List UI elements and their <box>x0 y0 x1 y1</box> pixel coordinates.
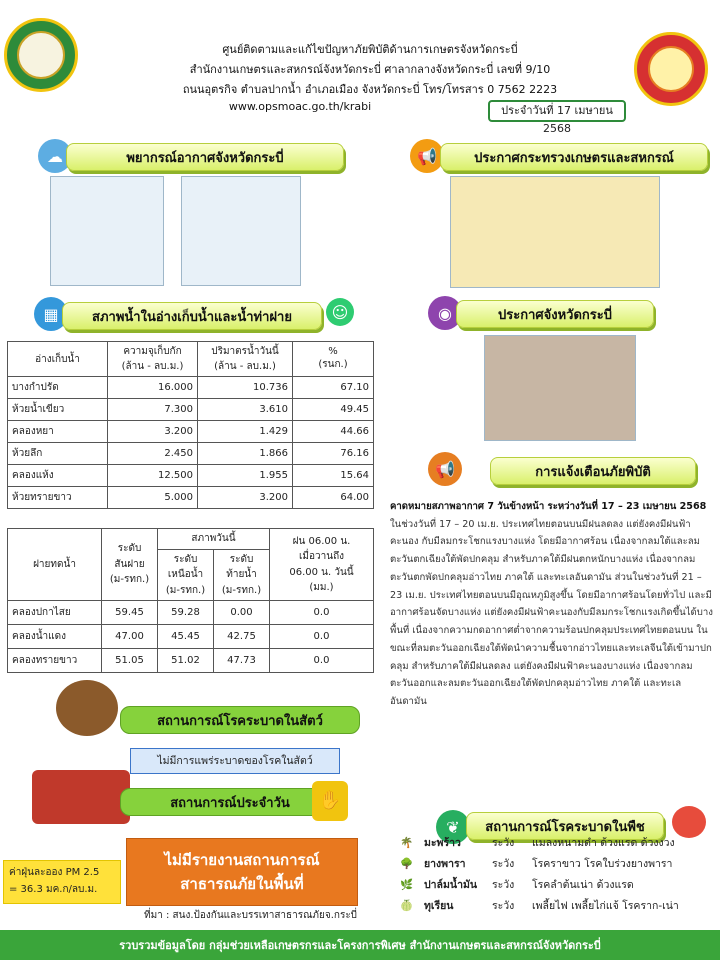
oil-palm-icon: 🌿 <box>400 879 414 891</box>
megaphone-icon: 📢 <box>410 139 444 173</box>
reservoir-capacity: 12.500 <box>108 465 198 487</box>
weir-downstream: 42.75 <box>214 625 270 649</box>
reservoir-percent: 15.64 <box>293 465 374 487</box>
ministry-banner: ประกาศกระทรวงเกษตรและสหกรณ์ <box>440 143 708 171</box>
daily-source: ที่มา : สนง.ป้องกันและบรรเทาสาธารณภัยจ.กระบี่ <box>144 910 358 921</box>
dam-icon: ▦ <box>34 297 68 331</box>
plant-level: ระวัง <box>492 837 515 849</box>
weir-rain: 0.0 <box>270 649 374 673</box>
header-line-1: ศูนย์ติดตามและแก้ไขปัญหาภัยพิบัติด้านการเกษตรจังหวัดกระบี่ <box>222 43 518 56</box>
animal-banner: สถานการณ์โรคระบาดในสัตว์ <box>120 706 360 734</box>
animal-status: ไม่มีการแพร่ระบาดของโรคในสัตว์ <box>130 748 340 774</box>
weather-banner: พยากรณ์อากาศจังหวัดกระบี่ <box>66 143 344 171</box>
weir-name: คลองน้ำแดง <box>8 625 102 649</box>
warning-text-block <box>390 498 715 711</box>
reservoir-percent: 76.16 <box>293 443 374 465</box>
ministry-announcement-image <box>450 176 660 288</box>
plant-name: ยางพารา <box>424 858 466 870</box>
reservoir-volume: 3.200 <box>198 487 293 509</box>
weir-header-rain: ฝน 06.00 น. เมื่อวานถึง 06.00 น. วันนี้ (มม.) <box>270 529 374 601</box>
globe-icon: ◉ <box>428 296 462 330</box>
table-row <box>8 377 374 399</box>
reservoir-capacity: 2.450 <box>108 443 198 465</box>
buffalo-mascot-icon <box>56 680 118 736</box>
table-row <box>8 399 374 421</box>
list-item <box>400 832 720 853</box>
reservoir-capacity: 7.300 <box>108 399 198 421</box>
durian-icon: 🍈 <box>400 900 414 912</box>
firetruck-mascot-icon <box>32 770 130 824</box>
table-row <box>8 421 374 443</box>
reservoir-percent: 64.00 <box>293 487 374 509</box>
plant-list <box>400 832 720 916</box>
plant-name: ปาล์มน้ำมัน <box>424 879 478 891</box>
reservoir-header-volume: ปริมาตรน้ำวันนี้ (ล้าน - ลบ.ม.) <box>198 342 293 377</box>
reservoir-name: บางกำปรัด <box>8 377 108 399</box>
list-item <box>400 895 720 916</box>
plant-level: ระวัง <box>492 879 515 891</box>
report-date: ประจำวันที่ 17 เมษายน 2568 <box>488 100 626 122</box>
megaphone-icon: 📢 <box>428 452 462 486</box>
reservoir-header-capacity: ความจุเก็บกัก (ล้าน - ลบ.ม.) <box>108 342 198 377</box>
table-row <box>8 649 374 673</box>
warning-title: คาดหมายสภาพอากาศ 7 วันข้างหน้า ระหว่างวันที่ 17 – 23 เมษายน 2568 <box>390 501 707 512</box>
reservoir-capacity: 16.000 <box>108 377 198 399</box>
reservoir-name: ห้วยทรายขาว <box>8 487 108 509</box>
weir-crest: 51.05 <box>102 649 158 673</box>
weir-upstream: 51.02 <box>158 649 214 673</box>
reservoir-volume: 1.429 <box>198 421 293 443</box>
pm25-value: = 36.3 มค.ก/ลบ.ม. <box>9 884 98 895</box>
weir-name: คลองทรายขาว <box>8 649 102 673</box>
reservoir-percent: 49.45 <box>293 399 374 421</box>
plant-name: ทุเรียน <box>424 900 454 912</box>
warning-body: ในช่วงวันที่ 17 – 20 เม.ย. ประเทศไทยตอนบนมีฝนลดลง แต่ยังคงมีฝนฟ้าคะนอง กับมีลมกระโชกแรงบางแห่ง โดยมีอากาศร้อน เนื่องจากลมใต้และลมตะวันตกเฉียงใต้พัดปกคลุม สำหรับภาคใต้มีฝนตกหนักบางแห่ง เนื่องจากลมตะวันตกพัดปกคลุมอ่าวไทย ภาคใต้ และทะเลอันดามัน ส่วนในช่วงวันที่ 21 – 23 เม.ย. ประเทศไทยตอนบนมีอุณหภูมิสูงขึ้น โดยมีอากาศร้อนโดยทั่วไป และมีอากาศร้อนจัดบางแห่ง แต่ยังคงมีฝนฟ้าคะนองกับมีลมกระโชกแรงเกิดขึ้นได้บางพื้นที่ เนื่องจากความกดอากาศต่ำจากความร้อนปกคลุมประเทศไทยตอนบน ในขณะที่ลมตะวันออกเฉียงใต้พัดนำความชื้นจากอ่าวไทยและทะเลจีนใต้เข้ามาปกคลุม สำหรับภาคใต้มีฝนลดลง แต่ยังคงมีฝนฟ้าคะนองบางแห่ง เนื่องจากลมตะวันออกและลมตะวันออกเฉียงใต้พัดปกคลุมอ่าวไทย ภาคใต้ และทะเลอันดามัน <box>390 518 713 708</box>
disaster-center-logo <box>634 32 708 106</box>
reservoir-header-percent: % (รนก.) <box>293 342 374 377</box>
reservoir-name: ห้วยลึก <box>8 443 108 465</box>
reservoir-volume: 1.955 <box>198 465 293 487</box>
website-link[interactable]: www.opsmoac.go.th/krabi <box>228 100 372 113</box>
plant-level: ระวัง <box>492 900 515 912</box>
weir-header-crest: ระดับ สันฝาย (ม-รทก.) <box>102 529 158 601</box>
weir-name: คลองปกาไสย <box>8 601 102 625</box>
weir-header-upstream: ระดับ เหนือน้ำ (ม-รทก.) <box>158 549 214 601</box>
plant-pests: เพลี้ยไฟ เพลี้ยไก่แจ้ โรคราก-เน่า <box>532 900 679 912</box>
reservoir-capacity: 5.000 <box>108 487 198 509</box>
weather-forecast-image-1 <box>50 176 164 286</box>
plant-pests: โรคลำต้นเน่า ด้วงแรด <box>532 879 634 891</box>
reservoir-volume: 1.866 <box>198 443 293 465</box>
table-row <box>8 625 374 649</box>
warning-banner: การแจ้งเตือนภัยพิบัติ <box>490 457 696 485</box>
weir-upstream: 59.28 <box>158 601 214 625</box>
weir-crest: 47.00 <box>102 625 158 649</box>
reservoir-percent: 44.66 <box>293 421 374 443</box>
weir-rain: 0.0 <box>270 625 374 649</box>
rubber-tree-icon: 🌳 <box>400 858 414 870</box>
cloud-sun-icon: ☁ <box>38 139 72 173</box>
pm25-box <box>3 860 121 904</box>
hand-stop-icon: ✋ <box>312 781 348 821</box>
table-row <box>8 487 374 509</box>
weather-forecast-image-2 <box>181 176 301 286</box>
header-line-2: สำนักงานเกษตรและสหกรณ์จังหวัดกระบี่ ศาลากลางจังหวัดกระบี่ เลขที่ 9/10 <box>189 63 551 76</box>
weir-table <box>7 528 374 673</box>
weir-downstream: 0.00 <box>214 601 270 625</box>
header-line-3: ถนนอุตรกิจ ตำบลปากน้ำ อำเภอเมือง จังหวัดกระบี่ โทร/โทรสาร 0 7562 2223 <box>182 83 558 96</box>
coconut-icon: 🌴 <box>400 837 414 849</box>
plant-level: ระวัง <box>492 858 515 870</box>
reservoir-name: คลองหยา <box>8 421 108 443</box>
reservoir-name: คลองแห้ง <box>8 465 108 487</box>
plant-banner: สถานการณ์โรคระบาดในพืช <box>466 812 664 840</box>
reservoir-volume: 3.610 <box>198 399 293 421</box>
province-banner: ประกาศจังหวัดกระบี่ <box>456 300 654 328</box>
reservoir-percent: 67.10 <box>293 377 374 399</box>
daily-status-line1: ไม่มีรายงานสถานการณ์ <box>164 851 320 869</box>
table-row <box>8 465 374 487</box>
table-row <box>8 443 374 465</box>
daily-status-line2: สาธารณภัยในพื้นที่ <box>180 875 304 893</box>
weir-header-today: สภาพวันนี้ <box>158 529 270 550</box>
pm25-label: ค่าฝุ่นละออง PM 2.5 <box>9 867 100 878</box>
water-banner: สภาพน้ำในอ่างเก็บน้ำและน้ำท่าฝาย <box>62 302 322 330</box>
water-mascot-icon: ☺ <box>326 298 354 326</box>
list-item <box>400 874 720 895</box>
plant-pests: โรคราขาว โรคใบร่วงยางพารา <box>532 858 673 870</box>
weir-rain: 0.0 <box>270 601 374 625</box>
list-item <box>400 853 720 874</box>
weir-header-downstream: ระดับ ท้ายน้ำ (ม-รทก.) <box>214 549 270 601</box>
province-announcement-image <box>484 335 636 441</box>
reservoir-table <box>7 341 374 509</box>
table-row <box>8 601 374 625</box>
agri-ministry-logo <box>4 18 78 92</box>
reservoir-capacity: 3.200 <box>108 421 198 443</box>
reservoir-name: ห้วยน้ำเขียว <box>8 399 108 421</box>
plant-name: มะพร้าว <box>424 837 461 849</box>
weir-header-name: ฝายทดน้ำ <box>8 529 102 601</box>
footer-credit: รวบรวมข้อมูลโดย กลุ่มช่วยเหลือเกษตรกรและโครงการพิเศษ สำนักงานเกษตรและสหกรณ์จังหวัดกระบี่ <box>0 930 720 960</box>
weir-crest: 59.45 <box>102 601 158 625</box>
daily-banner: สถานการณ์ประจำวัน <box>120 788 340 816</box>
leaf-bug-icon: ❦ <box>436 810 470 844</box>
reservoir-volume: 10.736 <box>198 377 293 399</box>
reservoir-header-name: อ่างเก็บน้ำ <box>8 342 108 377</box>
weir-upstream: 45.45 <box>158 625 214 649</box>
plant-pests: แมลงหนามดำ ด้วงแรด ด้วงงวง <box>532 837 675 849</box>
daily-status-box <box>126 838 358 906</box>
weir-downstream: 47.73 <box>214 649 270 673</box>
